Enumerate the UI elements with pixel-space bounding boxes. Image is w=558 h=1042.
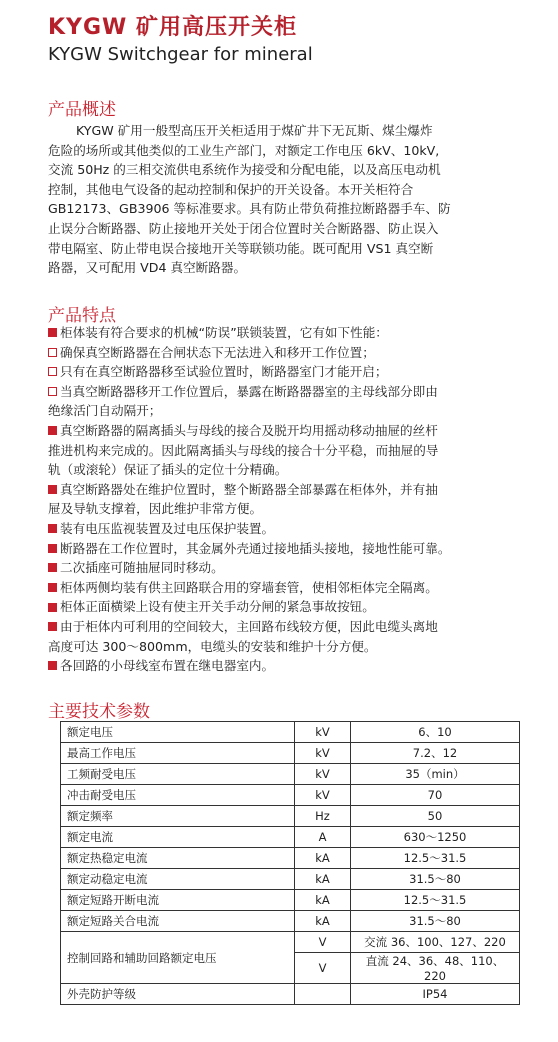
- param-unit-cell: kA: [295, 848, 351, 869]
- table-row: [61, 743, 520, 764]
- param-name-cell: 额定电流: [61, 827, 295, 848]
- feature-text: 柜体两侧均装有供主回路联合用的穿墙套管，使相邻柜体完全隔离。: [60, 579, 438, 595]
- param-name-cell: 工频耐受电压: [61, 764, 295, 785]
- param-unit-cell: [295, 984, 351, 1005]
- feature-text: 断路器在工作位置时，其金属外壳通过接地插头接地，接地性能可靠。: [60, 540, 451, 556]
- feature-text: 只有在真空断路器移至试验位置时，断路器室门才能开启；: [60, 364, 388, 380]
- filled-square-bullet-icon: [48, 485, 57, 494]
- filled-square-bullet-icon: [48, 524, 57, 533]
- filled-square-bullet-icon: [48, 328, 57, 337]
- feature-line: [48, 558, 520, 578]
- table-row: [61, 722, 520, 743]
- hollow-square-bullet-icon: [48, 348, 57, 357]
- feature-line: [48, 323, 520, 343]
- filled-square-bullet-icon: [48, 563, 57, 572]
- param-unit-cell: Hz: [295, 806, 351, 827]
- param-name-cell: 额定短路关合电流: [61, 911, 295, 932]
- param-name-cell: 最高工作电压: [61, 743, 295, 764]
- overview-line: 交流 50Hz 的三相交流供电系统作为接受和分配电能，以及高压电动机: [48, 162, 441, 178]
- feature-line: [48, 343, 520, 363]
- filled-square-bullet-icon: [48, 622, 57, 631]
- feature-text: 真空断路器处在维护位置时，整个断路器全部暴露在柜体外，并有抽: [60, 481, 438, 497]
- param-name-cell: 控制回路和辅助回路额定电压: [61, 932, 295, 984]
- overview-heading: 产品概述: [48, 100, 116, 120]
- table-row: [61, 785, 520, 806]
- param-value-cell: 630～1250: [351, 827, 520, 848]
- feature-line: [48, 460, 520, 480]
- param-value-cell: 31.5～80: [351, 911, 520, 932]
- param-name-cell: 额定电压: [61, 722, 295, 743]
- param-name-cell: 外壳防护等级: [61, 984, 295, 1005]
- feature-line: [48, 637, 520, 657]
- feature-line: [48, 382, 520, 402]
- filled-square-bullet-icon: [48, 603, 57, 612]
- overview-line: 止误分合断路器、防止接地开关处于闭合位置时关合断路器、防止误入: [48, 220, 439, 236]
- feature-line: [48, 656, 520, 676]
- table-row: [61, 764, 520, 785]
- document-title: KYGW 矿用高压开关柜: [48, 15, 297, 40]
- features-heading: 产品特点: [48, 306, 116, 326]
- overview-line: KYGW 矿用一般型高压开关柜适用于煤矿井下无瓦斯、煤尘爆炸: [76, 123, 433, 138]
- filled-square-bullet-icon: [48, 426, 57, 435]
- feature-line: [48, 578, 520, 598]
- feature-line: [48, 421, 520, 441]
- table-row: [61, 984, 520, 1005]
- table-row: [61, 848, 520, 869]
- param-value-cell: 7.2、12: [351, 743, 520, 764]
- features-list: [48, 323, 520, 676]
- feature-text: 屉及导轨支撑着，因此维护非常方便。: [48, 501, 263, 517]
- feature-text: 轨（或滚轮）保证了插头的定位十分精确。: [48, 462, 288, 478]
- param-value-cell: 70: [351, 785, 520, 806]
- feature-text: 真空断路器的隔离插头与母线的接合及脱开均用摇动移动抽屉的丝杆: [60, 422, 438, 438]
- table-row: [61, 932, 520, 953]
- overview-paragraph: [48, 121, 520, 278]
- param-value-cell: 直流 24、36、48、110、220: [351, 953, 520, 984]
- table-row: [61, 869, 520, 890]
- param-unit-cell: kA: [295, 911, 351, 932]
- overview-line: 危险的场所或其他类似的工业生产部门，对额定工作电压 6kV、10kV,: [48, 142, 440, 158]
- param-unit-cell: A: [295, 827, 351, 848]
- params-heading: 主要技术参数: [48, 702, 150, 722]
- feature-text: 高度可达 300～800mm，电缆头的安装和维护十分方便。: [48, 638, 377, 654]
- param-unit-cell: kV: [295, 722, 351, 743]
- feature-text: 柜体正面横梁上设有使主开关手动分闸的紧急事故按钮。: [60, 599, 375, 615]
- param-unit-cell: V: [295, 932, 351, 953]
- overview-line: 控制，其他电气设备的起动控制和保护的开关设备。本开关柜符合: [48, 181, 414, 197]
- param-unit-cell: kV: [295, 764, 351, 785]
- filled-square-bullet-icon: [48, 583, 57, 592]
- param-unit-cell: V: [295, 953, 351, 984]
- param-name-cell: 额定频率: [61, 806, 295, 827]
- param-value-cell: 35（min）: [351, 764, 520, 785]
- param-name-cell: 额定动稳定电流: [61, 869, 295, 890]
- feature-line: [48, 519, 520, 539]
- param-value-cell: 50: [351, 806, 520, 827]
- param-unit-cell: kV: [295, 743, 351, 764]
- param-value-cell: 交流 36、100、127、220: [351, 932, 520, 953]
- overview-line: 带电隔室、防止带电误合接地开关等联锁功能。既可配用 VS1 真空断: [48, 240, 434, 256]
- feature-text: 绝缘活门自动隔开；: [48, 403, 162, 419]
- param-unit-cell: kV: [295, 785, 351, 806]
- hollow-square-bullet-icon: [48, 387, 57, 396]
- feature-line: [48, 480, 520, 500]
- overview-line: 路器，又可配用 VD4 真空断路器。: [48, 260, 247, 276]
- document-subtitle-english: KYGW Switchgear for mineral: [48, 44, 313, 65]
- table-row: [61, 911, 520, 932]
- param-name-cell: 额定短路开断电流: [61, 890, 295, 911]
- table-row: [61, 827, 520, 848]
- param-value-cell: 6、10: [351, 722, 520, 743]
- filled-square-bullet-icon: [48, 661, 57, 670]
- param-name-cell: 额定热稳定电流: [61, 848, 295, 869]
- param-value-cell: IP54: [351, 984, 520, 1005]
- param-value-cell: 31.5～80: [351, 869, 520, 890]
- filled-square-bullet-icon: [48, 544, 57, 553]
- param-name-cell: 冲击耐受电压: [61, 785, 295, 806]
- feature-text: 当真空断路器移开工作位置后，暴露在断路器器室的主母线部分即由: [60, 383, 438, 399]
- param-value-cell: 12.5～31.5: [351, 848, 520, 869]
- feature-text: 各回路的小母线室布置在继电器室内。: [60, 658, 275, 674]
- feature-text: 推进机构来完成的。因此隔离插头与母线的接合十分平稳，而抽屉的导: [48, 442, 439, 458]
- hollow-square-bullet-icon: [48, 367, 57, 376]
- feature-line: [48, 401, 520, 421]
- feature-text: 柜体装有符合要求的机械“防误”联锁装置，它有如下性能：: [60, 325, 388, 340]
- param-value-cell: 12.5～31.5: [351, 890, 520, 911]
- param-unit-cell: kA: [295, 890, 351, 911]
- feature-text: 装有电压监视装置及过电压保护装置。: [60, 520, 275, 536]
- feature-text: 二次插座可随抽屉同时移动。: [60, 560, 224, 576]
- feature-line: [48, 539, 520, 559]
- feature-line: [48, 362, 520, 382]
- table-row: [61, 806, 520, 827]
- feature-text: 由于柜体内可利用的空间较大，主回路布线较方便，因此电缆头离地: [60, 618, 438, 634]
- params-table: [60, 721, 520, 1005]
- feature-line: [48, 499, 520, 519]
- table-row: [61, 890, 520, 911]
- overview-line: GB12173、GB3906 等标准要求。具有防止带负荷推拉断路器手车、防: [48, 201, 451, 217]
- param-unit-cell: kA: [295, 869, 351, 890]
- feature-line: [48, 441, 520, 461]
- feature-line: [48, 597, 520, 617]
- feature-line: [48, 617, 520, 637]
- feature-text: 确保真空断路器在合闸状态下无法进入和移开工作位置；: [60, 344, 375, 360]
